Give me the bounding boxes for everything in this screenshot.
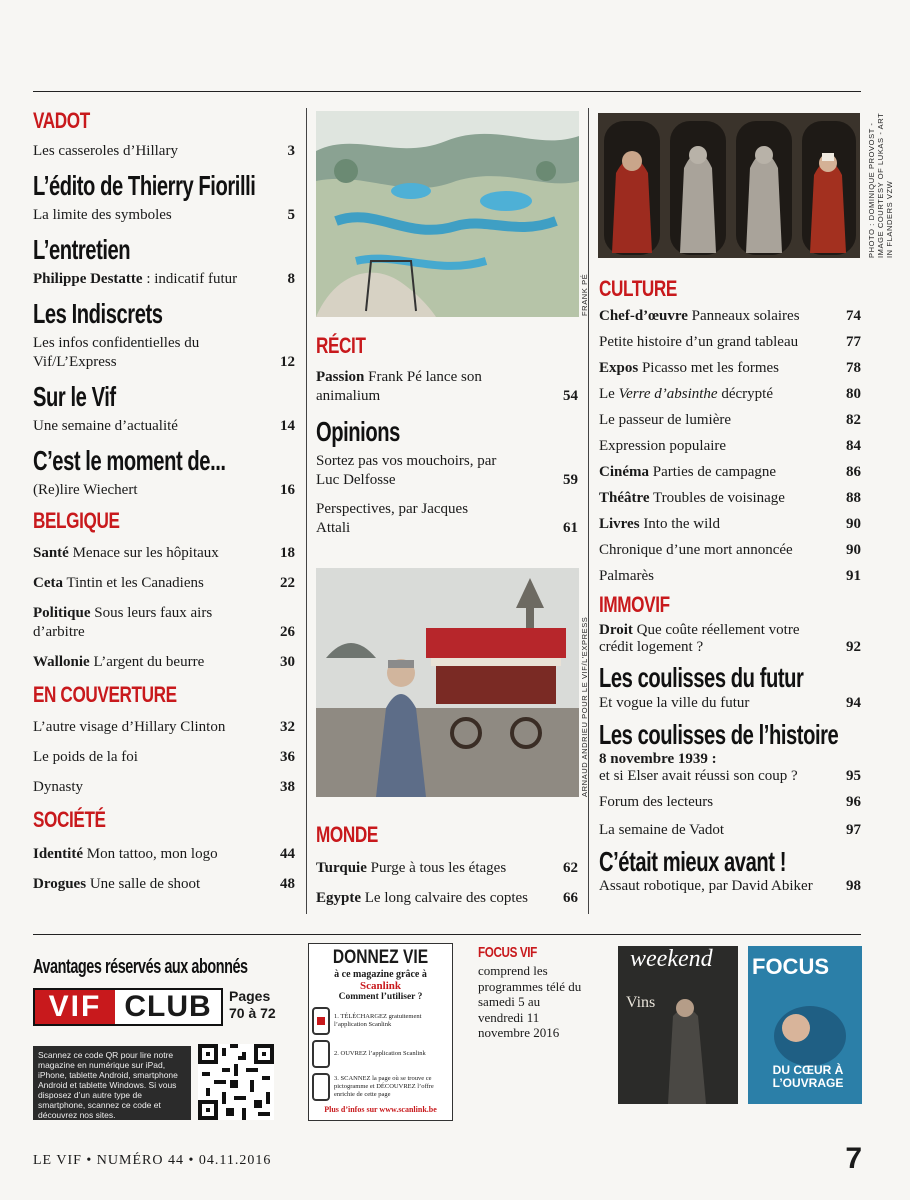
section-opinions: Opinions xyxy=(316,416,400,447)
bottom-rule xyxy=(33,934,861,935)
toc-entry[interactable]: Assaut robotique, par David Abiker 98 xyxy=(599,878,861,894)
section-societe: SOCIÉTÉ xyxy=(33,807,106,832)
toc-entry[interactable]: 8 novembre 1939 : et si Elser avait réussi son coup ? 95 xyxy=(599,751,861,784)
section-mieux-avant: C’était mieux avant ! xyxy=(599,846,786,877)
right-column xyxy=(599,276,861,896)
toc-entry[interactable]: La limite des symboles 5 xyxy=(33,207,295,223)
vif-club-logo[interactable]: VIF CLUB xyxy=(33,988,223,1026)
toc-entry[interactable]: Politique Sous leurs faux airs d’arbitre 26 xyxy=(33,605,295,640)
toc-entry[interactable]: Petite histoire d’un grand tableau 77 xyxy=(599,334,861,350)
section-en-couverture: EN COUVERTURE xyxy=(33,682,177,707)
toc-entry[interactable]: Expos Picasso met les formes 78 xyxy=(599,360,861,376)
page-number: 7 xyxy=(845,1142,862,1175)
toc-entry[interactable]: Le poids de la foi 36 xyxy=(33,749,295,765)
image-credit: FRANK PÉ xyxy=(580,273,589,316)
phone-icon xyxy=(312,1040,330,1068)
qr-code[interactable] xyxy=(198,1044,274,1120)
animalium-illustration[interactable] xyxy=(316,111,579,317)
middle-column-bottom xyxy=(316,822,578,908)
section-recit: RÉCIT xyxy=(316,333,366,358)
istanbul-photo[interactable] xyxy=(316,568,579,797)
toc-entry[interactable]: Les infos confidentielles du Vif/L’Express 12 xyxy=(33,335,295,370)
section-vadot: VADOT xyxy=(33,108,90,133)
toc-entry[interactable]: Drogues Une salle de shoot 48 xyxy=(33,876,295,892)
toc-entry[interactable]: Une semaine d’actualité 14 xyxy=(33,418,295,434)
ghent-altarpiece-photo[interactable] xyxy=(598,113,860,258)
section-edito: L’édito de Thierry Fiorilli xyxy=(33,170,256,201)
toc-entry[interactable]: Le Verre d’absinthe décrypté 80 xyxy=(599,386,861,402)
toc-entry[interactable]: Droit Que coûte réellement votre crédit logement ? 92 xyxy=(599,622,861,655)
top-rule xyxy=(33,91,861,92)
section-culture: CULTURE xyxy=(599,276,677,301)
toc-entry[interactable]: Santé Menace sur les hôpitaux 18 xyxy=(33,545,295,561)
scanlink-box[interactable]: DONNEZ VIE à ce magazine grâce à Scanlink Comment l’utiliser ? 1. TÉLÉCHARGEZ gratuitement l’application Scanlink 2. OUVREZ l’application Scanlink 3. SCANNEZ la page où se trouve ce pictogramme et DÉCOUVREZ l’offre enrichie de cette page Plus d’infos sur www.scanlink.be xyxy=(308,943,453,1121)
toc-entry[interactable]: Le passeur de lumière 82 xyxy=(599,412,861,428)
avantages-heading: Avantages réservés aux abonnés xyxy=(33,956,248,978)
club-pages: Pages 70 à 72 xyxy=(229,988,276,1021)
toc-entry[interactable]: La semaine de Vadot 97 xyxy=(599,822,861,838)
toc-entry[interactable]: Expression populaire 84 xyxy=(599,438,861,454)
toc-entry[interactable]: Livres Into the wild 90 xyxy=(599,516,861,532)
toc-entry[interactable]: Et vogue la ville du futur 94 xyxy=(599,695,861,711)
section-belgique: BELGIQUE xyxy=(33,508,120,533)
toc-entry[interactable]: Philippe Destatte : indicatif futur 8 xyxy=(33,271,295,287)
section-indiscrets: Les Indiscrets xyxy=(33,298,163,329)
footer-issue: LE VIF • NUMÉRO 44 • 04.11.2016 xyxy=(33,1153,272,1168)
toc-entry[interactable]: Palmarès 91 xyxy=(599,568,861,584)
left-column xyxy=(33,108,295,894)
image-credit: ARNAUD ANDRIEU POUR LE VIF/L’EXPRESS xyxy=(580,616,589,797)
toc-entry[interactable]: Forum des lecteurs 96 xyxy=(599,794,861,810)
toc-entry[interactable]: Egypte Le long calvaire des coptes 66 xyxy=(316,890,578,906)
middle-column-top xyxy=(316,333,578,538)
toc-entry[interactable]: Les casseroles d’Hillary 3 xyxy=(33,143,295,159)
section-immovif: IMMOVIF xyxy=(599,592,670,617)
section-sur-le-vif: Sur le Vif xyxy=(33,381,116,412)
toc-entry[interactable]: Identité Mon tattoo, mon logo 44 xyxy=(33,846,295,862)
toc-entry[interactable]: Théâtre Troubles de voisinage 88 xyxy=(599,490,861,506)
section-coulisses-futur: Les coulisses du futur xyxy=(599,662,804,693)
toc-entry[interactable]: Turquie Purge à tous les étages 62 xyxy=(316,860,578,876)
section-entretien: L’entretien xyxy=(33,234,131,265)
phone-icon xyxy=(312,1007,330,1035)
section-monde: MONDE xyxy=(316,822,378,847)
section-coulisses-histoire: Les coulisses de l’histoire xyxy=(599,719,839,750)
toc-entry[interactable]: Passion Frank Pé lance son animalium 54 xyxy=(316,369,578,404)
section-moment: C’est le moment de... xyxy=(33,445,226,476)
toc-entry[interactable]: Cinéma Parties de campagne 86 xyxy=(599,464,861,480)
image-credit: PHOTO : DOMINIQUE PROVOST - IMAGE COURTESY OF LUKAS - ART IN FLANDERS VZW xyxy=(867,112,894,258)
column-divider-1 xyxy=(306,108,307,914)
focus-cover[interactable]: FOCUS DU CŒUR À L’OUVRAGE xyxy=(748,946,862,1104)
toc-entry[interactable]: Wallonie L’argent du beurre 30 xyxy=(33,654,295,670)
focus-vif-notice: FOCUS VIF comprend les programmes télé du samedi 5 au vendredi 11 novembre 2016 xyxy=(478,944,582,1040)
toc-entry[interactable]: L’autre visage d’Hillary Clinton 32 xyxy=(33,719,295,735)
toc-entry[interactable]: Sortez pas vos mouchoirs, par Luc Delfosse 59 xyxy=(316,453,578,488)
toc-entry[interactable]: Dynasty 38 xyxy=(33,779,295,795)
weekend-cover[interactable]: weekend Vins xyxy=(618,946,738,1104)
qr-instructions: Scannez ce code QR pour lire notre magazine en numérique sur iPad, iPhone, tablette Android, smartphone Android et tablette Windows. Si vous disposez d’un autre type de smartphone, scannez ce code et découvrez nos sites. xyxy=(33,1046,191,1120)
toc-entry[interactable]: Perspectives, par Jacques Attali 61 xyxy=(316,501,578,536)
toc-entry[interactable]: (Re)lire Wiechert 16 xyxy=(33,482,295,498)
toc-entry[interactable]: Ceta Tintin et les Canadiens 22 xyxy=(33,575,295,591)
toc-entry[interactable]: Chronique d’une mort annoncée 90 xyxy=(599,542,861,558)
phone-icon xyxy=(312,1073,330,1101)
toc-entry[interactable]: Chef-d’œuvre Panneaux solaires 74 xyxy=(599,308,861,324)
